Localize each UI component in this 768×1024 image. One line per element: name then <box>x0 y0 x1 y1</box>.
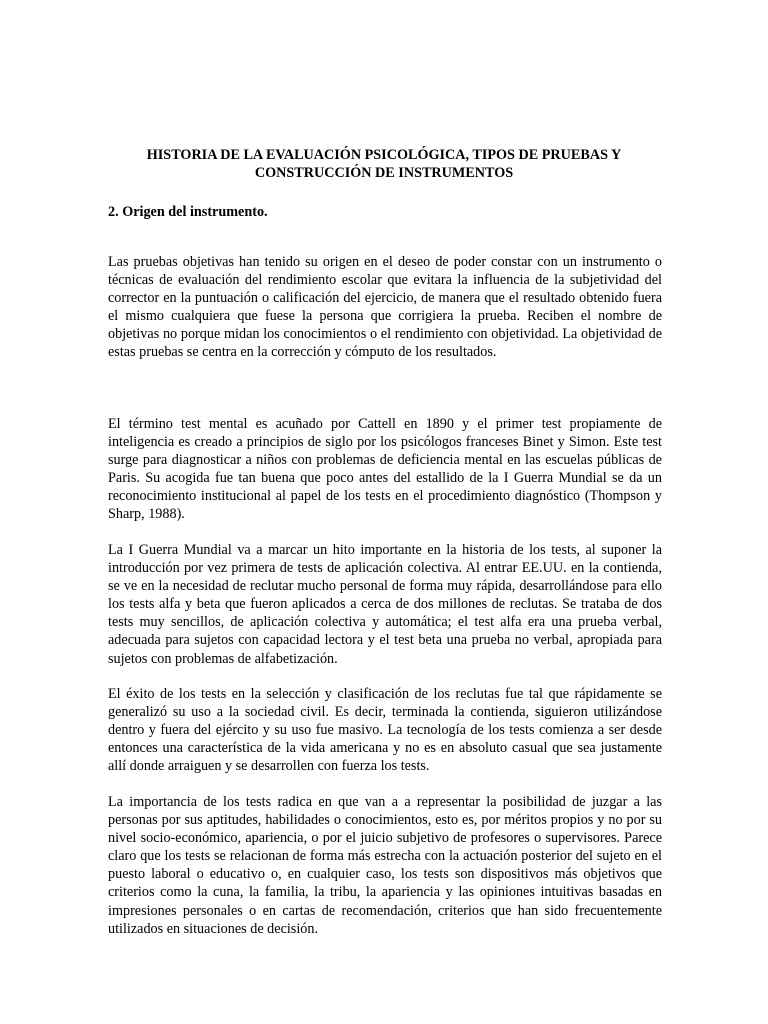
paragraph-importancia-de-los-tests: La importancia de los tests radica en que van a a representar la posibilidad de juzgar a las personas por sus aptitudes, habilidades o conocimientos, esto es, por méritos propios y no por su nivel socio-económico, apariencia, o por el juicio subjetivo de profesores o supervisores. Parece claro que los tests se relacionan de forma más estrecha con la actuación posterior del sujeto en el puesto laboral o educativo o, en cualquier caso, los tests son dispositivos más objetivos que criterios como la cuna, la familia, la tribu, la apariencia y las opiniones intuitivas basadas en impresiones personales o en cartas de recomendación, criterios que han sido frecuentemente utilizados en situaciones de decisión. <box>108 794 662 937</box>
paragraph-primera-guerra-mundial: La I Guerra Mundial va a marcar un hito importante en la historia de los tests, al suponer la introducción por vez primera de tests de aplicación colectiva. Al entrar EE.UU. en la contienda, se ve en la necesidad de reclutar mucho personal de forma muy rápida, desarrollándose para ello los tests alfa y beta que fueron aplicados a cerca de dos millones de reclutas. Se trataba de dos tests muy sencillos, de aplicación colectiva y automática; el test alfa era una prueba verbal, adecuada para sujetos con capacidad lectora y el test beta una prueba no verbal, apropiada para sujetos con problemas de alfabetización. <box>108 542 662 667</box>
paragraph-origen-pruebas-objetivas: Las pruebas objetivas han tenido su origen en el deseo de poder constar con un instrumento o técnicas de evaluación del rendimiento escolar que evitara la influencia de la subjetividad del corrector en la puntuación o calificación del ejercicio, de manera que el resultado obtenido fuera el mismo cualquiera que fuese la persona que corrigiera la prueba. Reciben el nombre de objetivas no porque midan los conocimientos o el rendimiento con objetividad. La objetividad de estas pruebas se centra en la corrección y cómputo de los resultados. <box>108 254 662 361</box>
paragraph-test-mental-cattell: El término test mental es acuñado por Cattell en 1890 y el primer test propiamente de inteligencia es creado a principios de siglo por los psicólogos franceses Binet y Simon. Este test surge para diagnosticar a niños con problemas de deficiencia mental en las escuelas públicas de Paris. Su acogida fue tan buena que poco antes del estallido de la I Guerra Mundial se da un reconocimiento institucional al papel de los tests en el procedimiento diagnóstico (Thompson y Sharp, 1988). <box>108 416 662 523</box>
title-line-1: HISTORIA DE LA EVALUACIÓN PSICOLÓGICA, TIPOS DE PRUEBAS Y <box>146 147 622 163</box>
paragraph-exito-de-los-tests: El éxito de los tests en la selección y clasificación de los reclutas fue tal que rápidamente se generalizó su uso a la sociedad civil. Es decir, terminada la contienda, siguieron utilizándose dentro y fuera del ejército y su uso fue masivo. La tecnología de los tests comienza a ser desde entonces una característica de la vida americana y no es en absoluto casual que sea justamente allí donde arraiguen y se desarrollen con fuerza los tests. <box>108 686 662 775</box>
document-title <box>108 146 660 182</box>
section-heading: 2. Origen del instrumento. <box>108 204 268 220</box>
title-line-2: CONSTRUCCIÓN DE INSTRUMENTOS <box>254 165 514 181</box>
